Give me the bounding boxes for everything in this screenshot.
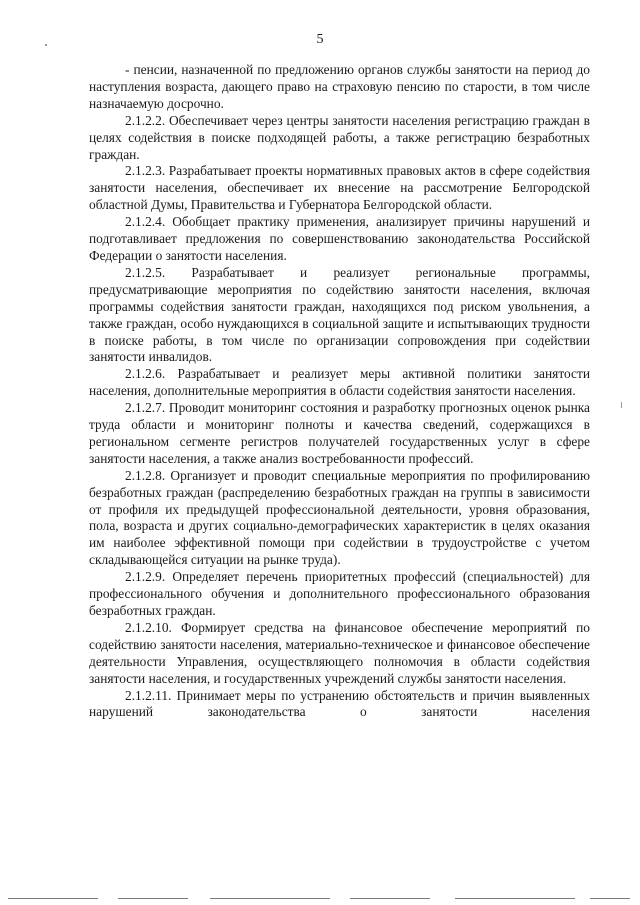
paragraph-2-1-2-2: 2.1.2.2. Обеспечивает через центры занятости населения регистрацию граждан в целях содействия в поиске подходящей работы, а также регистрацию безработных граждан. [89,112,590,162]
scan-edge-line [118,898,188,899]
page-number: 5 [316,32,324,47]
scan-edge-line [350,898,430,899]
document-body [89,62,590,721]
paragraph-2-1-2-8: 2.1.2.8. Организует и проводит специальные мероприятия по профилированию безработных граждан (распределению безработных граждан на группы в зависимости от профиля их предыдущей профессиональной деятельности, уровня образования, пола, возраста и других социально-демографических характеристик в целях оказания им наиболее эффективной помощи при содействии в трудоустройстве с учетом складывающейся ситуации на рынке труда). [89,467,590,568]
paragraph-2-1-2-6: 2.1.2.6. Разрабатывает и реализует меры активной политики занятости населения, дополнительные мероприятия в области содействия занятости населения. [89,366,590,399]
paragraph-pension-clause: - пенсии, назначенной по предложению органов службы занятости на период до наступления возраста, дающего право на страховую пенсию по старости, в том числе назначаемую досрочно. [89,62,590,111]
paragraph-2-1-2-3: 2.1.2.3. Разрабатывает проекты нормативных правовых актов в сфере содействия занятости населения, обеспечивает их внесение на рассмотрение Белгородской областной Думы, Правительства и Губернатора Белгородской области. [89,163,590,213]
scan-edge-line [455,898,575,899]
scan-edge-line [210,898,330,899]
paragraph-2-1-2-7: 2.1.2.7. Проводит мониторинг состояния и разработку прогнозных оценок рынка труда области и мониторинг полноты и качества сведений, содержащихся в региональном сегменте регистров получателей государственных услуг в сфере занятости населения, а также анализ востребованности профессий. [89,400,590,466]
paragraph-2-1-2-9: 2.1.2.9. Определяет перечень приоритетных профессий (специальностей) для профессионального обучения и дополнительного профессионального образования безработных граждан. [89,569,590,618]
paragraph-2-1-2-10: 2.1.2.10. Формирует средства на финансовое обеспечение мероприятий по содействию занятости населения, материально-техническое и финансовое обеспечение деятельности Управления, осуществляющего полномочия в области содействия занятости населения, и государственных учреждений службы занятости населения. [89,619,590,686]
scan-edge-line [590,898,630,899]
scan-speck-mark [621,402,622,408]
scan-edge-line [8,898,98,899]
paragraph-2-1-2-4: 2.1.2.4. Обобщает практику применения, анализирует причины нарушений и подготавливает предложения по совершенствованию законодательства Российской Федерации о занятости населения. [89,214,590,263]
paragraph-2-1-2-5: 2.1.2.5. Разрабатывает и реализует региональные программы, предусматривающие мероприятия по содействию занятости населения, включая программы содействия занятости граждан, находящихся под риском увольнения, а также граждан, особо нуждающихся в социальной защите и испытывающих трудности в поиске работы, в том числе по организации сопровождения при содействии занятости инвалидов. [89,264,590,365]
paragraph-2-1-2-11: 2.1.2.11. Принимает меры по устранению обстоятельств и причин выявленных нарушений законодательства о занятости населения [89,687,590,720]
